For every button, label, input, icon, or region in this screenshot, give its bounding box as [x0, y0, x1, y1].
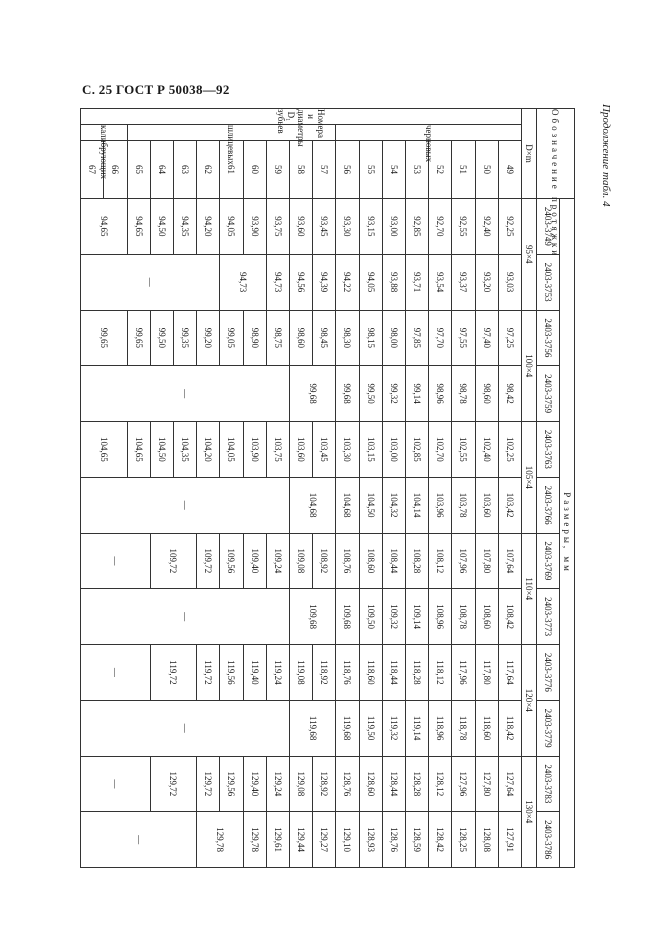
value-cell: 98,96 [429, 366, 452, 422]
value-cell: 97,70 [429, 310, 452, 366]
value-cell: 128,76 [336, 756, 359, 812]
value-cell: 129,61 [266, 812, 289, 868]
finishing-label: шлицевых [127, 125, 336, 141]
value-cell: 127,64 [498, 756, 521, 812]
value-cell: 99,68 [336, 366, 359, 422]
value-cell: 119,32 [382, 700, 405, 756]
value-cell: 118,96 [429, 700, 452, 756]
stub-header: Обозначение протяжки [537, 109, 575, 199]
value-cell: 93,15 [359, 199, 382, 255]
designation-cell: 2403-3766 [537, 477, 560, 533]
row-number: 55 [359, 141, 382, 199]
table-body [81, 109, 575, 868]
value-cell: 98,00 [382, 310, 405, 366]
dash-cell: — [81, 756, 151, 812]
value-cell: 118,44 [382, 645, 405, 701]
value-cell: 98,45 [313, 310, 336, 366]
table-row [266, 109, 289, 868]
value-cell: 108,60 [359, 533, 382, 589]
designation-cell: 2403-3783 [537, 756, 560, 812]
value-cell: 109,32 [382, 589, 405, 645]
table-row [522, 109, 537, 868]
row-number: 57 [313, 141, 336, 199]
value-cell: 102,70 [429, 422, 452, 478]
table-row [336, 109, 359, 868]
value-cell: 108,44 [382, 533, 405, 589]
row-number: 56 [336, 141, 359, 199]
value-cell: 108,78 [452, 589, 475, 645]
value-cell: 93,00 [382, 199, 405, 255]
row-group-label: Номера и диаметры D₁ зубьев [81, 109, 522, 125]
continuation-note: Продолжение табл. 4 [600, 104, 612, 207]
value-cell: 104,20 [197, 422, 220, 478]
value-cell: 129,24 [266, 756, 289, 812]
value-cell: 103,00 [382, 422, 405, 478]
designation-cell: 2403-3776 [537, 645, 560, 701]
value-cell: 103,45 [313, 422, 336, 478]
value-cell: 98,42 [498, 366, 521, 422]
value-cell: 97,55 [452, 310, 475, 366]
dash-cell: — [81, 254, 220, 310]
value-cell: 117,64 [498, 645, 521, 701]
calibrating-label: калибрующих [81, 125, 128, 141]
value-cell: 103,42 [498, 477, 521, 533]
value-cell: 94,35 [173, 199, 196, 255]
row-number: 50 [475, 141, 498, 199]
value-cell: 118,28 [405, 645, 428, 701]
value-cell: 97,25 [498, 310, 521, 366]
value-cell: 129,08 [289, 756, 312, 812]
value-cell: 119,56 [220, 645, 243, 701]
value-cell: 128,28 [405, 756, 428, 812]
value-cell: 104,14 [405, 477, 428, 533]
value-cell: 104,32 [382, 477, 405, 533]
dash-cell: — [81, 700, 290, 756]
value-cell: 97,40 [475, 310, 498, 366]
spline-size-cell: 105×4 [522, 422, 537, 534]
value-cell: 92,40 [475, 199, 498, 255]
roughing-label: черновых [336, 125, 522, 141]
value-cell: 109,08 [289, 533, 312, 589]
value-cell: 102,25 [498, 422, 521, 478]
value-cell: 97,85 [405, 310, 428, 366]
value-cell: 102,85 [405, 422, 428, 478]
row-number: 59 [266, 141, 289, 199]
value-cell: 102,40 [475, 422, 498, 478]
value-cell: 127,80 [475, 756, 498, 812]
value-cell: 109,56 [220, 533, 243, 589]
designation-cell: 2403-3773 [537, 589, 560, 645]
value-cell: 127,91 [498, 812, 521, 868]
value-cell: 104,50 [150, 422, 173, 478]
calibrating-value-cell: 104,68 [289, 477, 335, 533]
value-cell: 109,50 [359, 589, 382, 645]
calibrating-value-cell: 104,65 [81, 422, 128, 478]
value-cell: 128,60 [359, 756, 382, 812]
value-cell: 98,60 [475, 366, 498, 422]
value-cell: 128,12 [429, 756, 452, 812]
calibrating-value-cell: 94,73 [220, 254, 266, 310]
value-cell: 104,35 [173, 422, 196, 478]
value-cell: 127,96 [452, 756, 475, 812]
value-cell: 93,37 [452, 254, 475, 310]
value-cell: 99,05 [220, 310, 243, 366]
value-cell: 128,76 [382, 812, 405, 868]
value-cell: 118,60 [359, 645, 382, 701]
value-cell: 104,50 [359, 477, 382, 533]
row-number: 61 [220, 141, 243, 199]
value-cell: 104,68 [336, 477, 359, 533]
value-cell: 94,50 [150, 199, 173, 255]
calibrating-value-cell: 109,68 [289, 589, 335, 645]
value-cell: 92,25 [498, 199, 521, 255]
value-cell: 93,71 [405, 254, 428, 310]
value-cell: 107,96 [452, 533, 475, 589]
spline-size-cell: 130×4 [522, 756, 537, 868]
value-cell: 117,80 [475, 645, 498, 701]
value-cell: 94,05 [359, 254, 382, 310]
value-cell: 103,60 [289, 422, 312, 478]
value-cell: 118,60 [475, 700, 498, 756]
row-number: 64 [150, 141, 173, 199]
value-cell: 102,55 [452, 422, 475, 478]
value-cell: 129,27 [313, 812, 336, 868]
value-cell: 119,08 [289, 645, 312, 701]
value-cell: 108,28 [405, 533, 428, 589]
value-cell: 109,24 [266, 533, 289, 589]
value-cell: 93,54 [429, 254, 452, 310]
calibrating-value-cell: 109,72 [150, 533, 196, 589]
table-row [313, 109, 336, 868]
dash-cell: — [81, 366, 290, 422]
value-cell: 93,45 [313, 199, 336, 255]
value-cell: 98,78 [452, 366, 475, 422]
value-cell: 92,55 [452, 199, 475, 255]
value-cell: 103,96 [429, 477, 452, 533]
dash-cell: — [81, 645, 151, 701]
row-number: 66 [104, 141, 127, 199]
value-cell: 117,96 [452, 645, 475, 701]
value-cell: 109,68 [336, 589, 359, 645]
row-number: 62 [197, 141, 220, 199]
value-cell: 103,15 [359, 422, 382, 478]
designation-cell: 2403-3756 [537, 310, 560, 366]
value-cell: 118,42 [498, 700, 521, 756]
dash-cell: — [81, 477, 290, 533]
value-cell: 129,56 [220, 756, 243, 812]
row-number: 52 [429, 141, 452, 199]
value-cell: 93,60 [289, 199, 312, 255]
value-cell: 109,72 [197, 533, 220, 589]
value-cell: 109,40 [243, 533, 266, 589]
value-cell: 128,44 [382, 756, 405, 812]
value-cell: 99,35 [173, 310, 196, 366]
designation-cell: 2403-3749 [537, 199, 560, 255]
designation-cell: 2403-3763 [537, 422, 560, 478]
value-cell: 103,60 [475, 477, 498, 533]
rotated-table-wrapper [80, 108, 575, 868]
value-cell: 128,92 [313, 756, 336, 812]
value-cell: 94,39 [313, 254, 336, 310]
value-cell: 103,78 [452, 477, 475, 533]
dash-cell: — [81, 812, 197, 868]
value-cell: 128,08 [475, 812, 498, 868]
table-caption: Размеры, мм [560, 199, 575, 868]
value-cell: 128,59 [405, 812, 428, 868]
value-cell: 108,42 [498, 589, 521, 645]
value-cell: 129,72 [197, 756, 220, 812]
value-cell: 108,60 [475, 589, 498, 645]
table-row [560, 109, 575, 868]
calibrating-value-cell: 94,65 [81, 199, 128, 255]
value-cell: 93,20 [475, 254, 498, 310]
value-cell: 119,68 [336, 700, 359, 756]
value-cell: 99,32 [382, 366, 405, 422]
table-row [498, 109, 521, 868]
designation-cell: 2403-3759 [537, 366, 560, 422]
value-cell: 98,60 [289, 310, 312, 366]
row-number: 51 [452, 141, 475, 199]
table-row [452, 109, 475, 868]
spline-size-cell: 100×4 [522, 310, 537, 422]
value-cell: 104,05 [220, 422, 243, 478]
designation-cell: 2403-3769 [537, 533, 560, 589]
value-cell: 129,40 [243, 756, 266, 812]
value-cell: 118,12 [429, 645, 452, 701]
value-cell: 104,65 [127, 422, 150, 478]
value-cell: 108,76 [336, 533, 359, 589]
value-cell: 93,75 [266, 199, 289, 255]
value-cell: 119,50 [359, 700, 382, 756]
calibrating-value-cell: 119,72 [150, 645, 196, 701]
spline-size-cell: 110×4 [522, 533, 537, 645]
spline-size-cell: 95×4 [522, 199, 537, 311]
value-cell: 128,42 [429, 812, 452, 868]
table-row [359, 109, 382, 868]
value-cell: 107,64 [498, 533, 521, 589]
calibrating-value-cell: 119,68 [289, 700, 335, 756]
designation-cell: 2403-3786 [537, 812, 560, 868]
calibrating-value-cell: 99,65 [81, 310, 128, 366]
value-cell: 118,76 [336, 645, 359, 701]
row-number: 60 [243, 141, 266, 199]
row-number: 58 [289, 141, 312, 199]
calibrating-value-cell: 99,68 [289, 366, 335, 422]
value-cell: 129,44 [289, 812, 312, 868]
row-number: 63 [173, 141, 196, 199]
row-number: 53 [405, 141, 428, 199]
value-cell: 94,20 [197, 199, 220, 255]
value-cell: 108,12 [429, 533, 452, 589]
value-cell: 99,14 [405, 366, 428, 422]
value-cell: 119,40 [243, 645, 266, 701]
value-cell: 128,93 [359, 812, 382, 868]
value-cell: 98,15 [359, 310, 382, 366]
dash-cell: — [81, 589, 290, 645]
value-cell: 94,22 [336, 254, 359, 310]
value-cell: 93,03 [498, 254, 521, 310]
value-cell: 92,85 [405, 199, 428, 255]
row-number: 65 [127, 141, 150, 199]
designation-cell: 2403-3779 [537, 700, 560, 756]
value-cell: 98,75 [266, 310, 289, 366]
value-cell: 108,96 [429, 589, 452, 645]
value-cell: 129,10 [336, 812, 359, 868]
table-row [475, 109, 498, 868]
dash-cell: — [81, 533, 151, 589]
value-cell: 128,25 [452, 812, 475, 868]
page-header: С. 25 ГОСТ Р 50038—92 [82, 82, 230, 97]
value-cell: 119,24 [266, 645, 289, 701]
value-cell: 119,14 [405, 700, 428, 756]
value-cell: 94,73 [266, 254, 289, 310]
value-cell: 129,78 [243, 812, 266, 868]
row-number: 49 [498, 141, 521, 199]
row-number: 67 [81, 141, 104, 199]
table-row [405, 109, 428, 868]
value-cell: 94,05 [220, 199, 243, 255]
table-row [382, 109, 405, 868]
dxm-label: D×m [522, 109, 537, 199]
value-cell: 92,70 [429, 199, 452, 255]
value-cell: 103,90 [243, 422, 266, 478]
value-cell: 94,56 [289, 254, 312, 310]
value-cell: 99,50 [150, 310, 173, 366]
value-cell: 109,14 [405, 589, 428, 645]
spline-size-cell: 120×4 [522, 645, 537, 757]
designation-cell: 2403-3753 [537, 254, 560, 310]
value-cell: 107,80 [475, 533, 498, 589]
value-cell: 103,75 [266, 422, 289, 478]
value-cell: 98,90 [243, 310, 266, 366]
calibrating-value-cell: 129,78 [197, 812, 243, 868]
sizes-table [80, 108, 575, 868]
value-cell: 98,30 [336, 310, 359, 366]
value-cell: 99,65 [127, 310, 150, 366]
value-cell: 99,20 [197, 310, 220, 366]
value-cell: 119,72 [197, 645, 220, 701]
value-cell: 108,92 [313, 533, 336, 589]
value-cell: 99,50 [359, 366, 382, 422]
value-cell: 93,30 [336, 199, 359, 255]
calibrating-value-cell: 129,72 [150, 756, 196, 812]
value-cell: 93,90 [243, 199, 266, 255]
table-row [429, 109, 452, 868]
value-cell: 103,30 [336, 422, 359, 478]
value-cell: 94,65 [127, 199, 150, 255]
row-number: 54 [382, 141, 405, 199]
value-cell: 93,88 [382, 254, 405, 310]
value-cell: 118,92 [313, 645, 336, 701]
value-cell: 118,78 [452, 700, 475, 756]
